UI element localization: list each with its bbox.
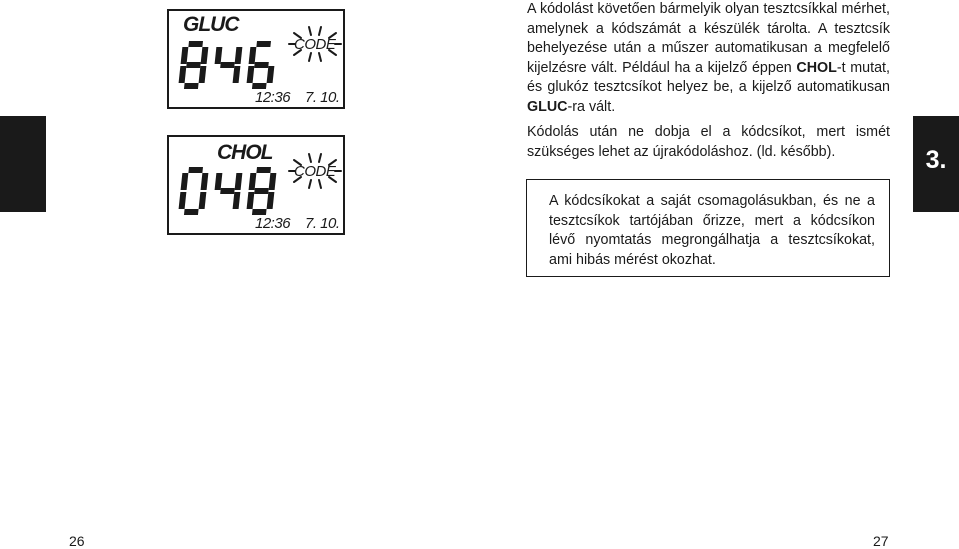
paragraph-keep-code-strip: Kódolás után ne dobja el a kódcsíkot, mert ismét szükséges lehet az újrakódoláshoz. (ld. később). bbox=[527, 124, 890, 160]
storage-note-box bbox=[526, 179, 890, 277]
display-code-word: CODE bbox=[294, 163, 336, 180]
digit-segment bbox=[179, 192, 187, 209]
digit-segment bbox=[267, 66, 275, 83]
digit-segment bbox=[201, 47, 209, 64]
bold-gluc: GLUC bbox=[527, 98, 568, 115]
digit-segment bbox=[181, 47, 189, 64]
section-tab-left bbox=[0, 116, 46, 212]
digit-segment bbox=[215, 47, 223, 64]
section-tab-right bbox=[913, 116, 959, 212]
digit-segment bbox=[188, 167, 203, 173]
lcd-display-chol bbox=[167, 135, 345, 235]
digit-segment bbox=[201, 173, 209, 190]
paragraph-text: -t mutat, és glukóz tesztcsíkot helyez be, a kijelző automatikusan bbox=[527, 59, 890, 95]
paragraph-text: A kódolást követően bármelyik olyan tesztcsíkkal mérhet, amelynek a kódszámát a készülék tárolta. A tesztcsík behelyezése után a műszer automatikusan a megfelelő kijelzésre vált. Például ha a kijelző éppen bbox=[527, 1, 890, 76]
digit-segment bbox=[184, 209, 199, 215]
storage-note-text: A kódcsíkokat a saját csomagolásukban, és ne a tesztcsíkok tartójában őrizze, mert a kódcsíkon lévő nyomtatás megrongálhatja a tesztcsíkokat, ami hibás mérést okozhat. bbox=[549, 193, 875, 268]
display-date: 7. 10. bbox=[305, 89, 340, 106]
digit-segment bbox=[186, 62, 201, 68]
display-time: 12:36 bbox=[255, 215, 291, 232]
digit-segment bbox=[220, 62, 235, 68]
digit-segment bbox=[269, 173, 277, 190]
bold-chol: CHOL bbox=[796, 59, 837, 76]
display-mode-label: CHOL bbox=[217, 141, 273, 164]
page-number-right: 27 bbox=[873, 533, 889, 549]
code-number-digits bbox=[178, 41, 277, 89]
digit-segment bbox=[179, 66, 187, 83]
display-mode-label: GLUC bbox=[183, 13, 239, 36]
code-number-digits bbox=[178, 167, 277, 215]
paragraph-coding-result bbox=[527, 0, 890, 117]
digit-segment bbox=[267, 192, 275, 209]
digit-segment bbox=[249, 173, 257, 190]
paragraph-text: -ra vált. bbox=[567, 98, 616, 115]
digit-segment bbox=[235, 173, 243, 190]
digit-segment bbox=[199, 66, 207, 83]
section-number: 3. bbox=[925, 146, 947, 174]
digit-segment bbox=[254, 188, 269, 194]
digit-segment bbox=[188, 41, 203, 47]
digit-segment bbox=[220, 188, 235, 194]
digit-segment bbox=[249, 47, 257, 64]
digit-segment bbox=[254, 62, 269, 68]
digit-segment bbox=[247, 66, 255, 83]
digit-segment bbox=[181, 173, 189, 190]
digit-segment bbox=[199, 192, 207, 209]
digit-segment bbox=[256, 41, 271, 47]
display-time: 12:36 bbox=[255, 89, 291, 106]
digit-segment bbox=[233, 66, 241, 83]
digit-segment bbox=[215, 173, 223, 190]
display-code-word: CODE bbox=[294, 36, 336, 53]
page-number-left: 26 bbox=[69, 533, 85, 549]
digit-segment bbox=[184, 83, 199, 89]
digit-segment bbox=[233, 192, 241, 209]
digit-segment bbox=[256, 167, 271, 173]
display-date: 7. 10. bbox=[305, 215, 340, 232]
digit-segment bbox=[235, 47, 243, 64]
digit-segment bbox=[247, 192, 255, 209]
lcd-display-gluc bbox=[167, 9, 345, 109]
